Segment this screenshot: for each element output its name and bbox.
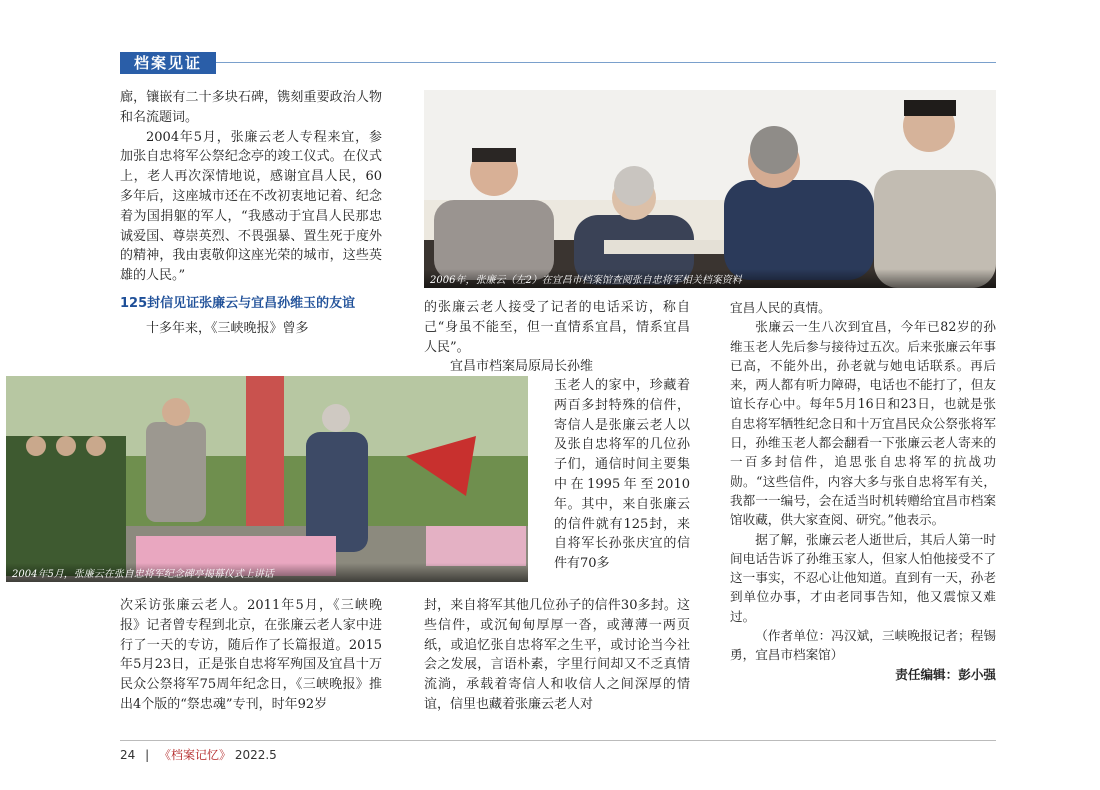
author-note: （作者单位：冯汉斌，三峡晚报记者；程锡勇，宜昌市档案馆） — [730, 628, 996, 663]
paragraph: 封，来自将军其他几位孙子的信件30多封。这些信件，或沉甸甸厚厚一沓，或薄薄一两页纸，或追忆张自忠将军之生平，或讨论当今社会之发展，言语朴素，字里行间却又不乏真情流淌，承载着寄信人和收信人之间深厚的情谊，信里也藏着张廉云老人对 — [424, 598, 690, 712]
paragraph: 玉老人的家中，珍藏着两百多封特殊的信件，寄信人是张廉云老人以及张自忠将军的几位孙子们，通信时间主要集中在1995年至2010年。其中，来自张廉云的信件就有125封，来自将军长孙张庆宜的信件有70多 — [554, 378, 690, 572]
section-title: 档案见证 — [120, 52, 216, 74]
photo-archive-reading — [424, 90, 996, 288]
column-3 — [730, 298, 996, 684]
paragraph: 的张廉云老人接受了记者的电话采访，称自己“身虽不能至，但一直情系宜昌，情系宜昌人民”。 — [424, 300, 690, 355]
photo-caption: 2004年5月，张廉云在张自忠将军纪念碑亭揭幕仪式上讲话 — [6, 563, 528, 582]
editor-credit: 责任编辑：彭小强 — [895, 666, 996, 682]
column-1-bottom — [120, 596, 382, 715]
paragraph: 2004年5月，张廉云老人专程来宜，参加张自忠将军公祭纪念亭的竣工仪式。在仪式上，老人再次深情地说，感谢宜昌人民，60多年后，这座城市还在不改初衷地记着、纪念着为国捐躯的军人，“我感动于宜昌人民那忠诚爱国、尊崇英烈、不畏强暴、置生死于度外的精神，我由衷敬仰这座光荣的城市，这些英雄的人民。” — [120, 129, 382, 284]
paragraph: 据了解，张廉云老人逝世后，其后人第一时间电话告诉了孙维玉家人，但家人怕他接受不了这一事实，不忍心让他知道。直到有一天，孙老到单位办事，才由老同事告知，他又震惊又难过。 — [730, 531, 996, 624]
paragraph: 宜昌市档案局原局长孙维 — [450, 359, 594, 375]
footer-divider — [120, 740, 996, 741]
subheading: 125封信见证张廉云与宜昌孙维玉的友谊 — [120, 295, 356, 311]
paragraph: 次采访张廉云老人。2011年5月，《三峡晚报》记者曾专程到北京，在张廉云老人家中进行了一天的专访，随后作了长篇报道。2015年5月23日，正是张自忠将军殉国及宜昌十万民众公祭将军75周年纪念日，《三峡晚报》推出4个版的“祭忠魂”专刊，时年92岁 — [120, 598, 382, 712]
header-divider — [216, 62, 996, 63]
column-2-top — [424, 298, 690, 377]
photo-image — [424, 90, 996, 288]
column-2-bottom — [424, 596, 690, 715]
page-number: 24 — [120, 748, 136, 762]
paragraph: 十多年来，《三峡晚报》曾多 — [146, 320, 309, 336]
column-1-top — [120, 88, 382, 339]
photo-caption: 2006年，张廉云（左2）在宜昌市档案馆查阅张自忠将军相关档案资料 — [424, 269, 996, 288]
paragraph: 张廉云一生八次到宜昌，今年已82岁的孙维玉老人先后参与接待过五次。后来张廉云年事已高，不能外出，孙老就与她电话联系。再后来，两人都有听力障碍，电话也不能打了，但友谊长存心中。每年5月16日和23日，也就是张自忠将军牺牲纪念日和十万宜昌民众公祭张将军日，孙维玉老人都会翻看一下张廉云老人寄来的一百多封信件，追思张自忠将军的抗战功勋。“这些信件，内容大多与张自忠将军有关，我都一一编号，会在适当时机转赠给宜昌市档案馆收藏，供大家查阅、研究。”他表示。 — [730, 319, 996, 528]
paragraph: 宜昌人民的真情。 — [730, 300, 831, 315]
issue-number: 2022.5 — [234, 748, 277, 762]
paragraph: 廊，镶嵌有二十多块石碑，镌刻重要政治人物和名流题词。 — [120, 90, 382, 125]
page-footer — [120, 746, 277, 763]
column-2-narrow — [554, 376, 690, 574]
photo-image — [6, 376, 528, 582]
footer-separator: | — [145, 748, 150, 762]
photo-ceremony-speech — [6, 376, 528, 582]
journal-name: 《档案记忆》 — [158, 748, 231, 762]
